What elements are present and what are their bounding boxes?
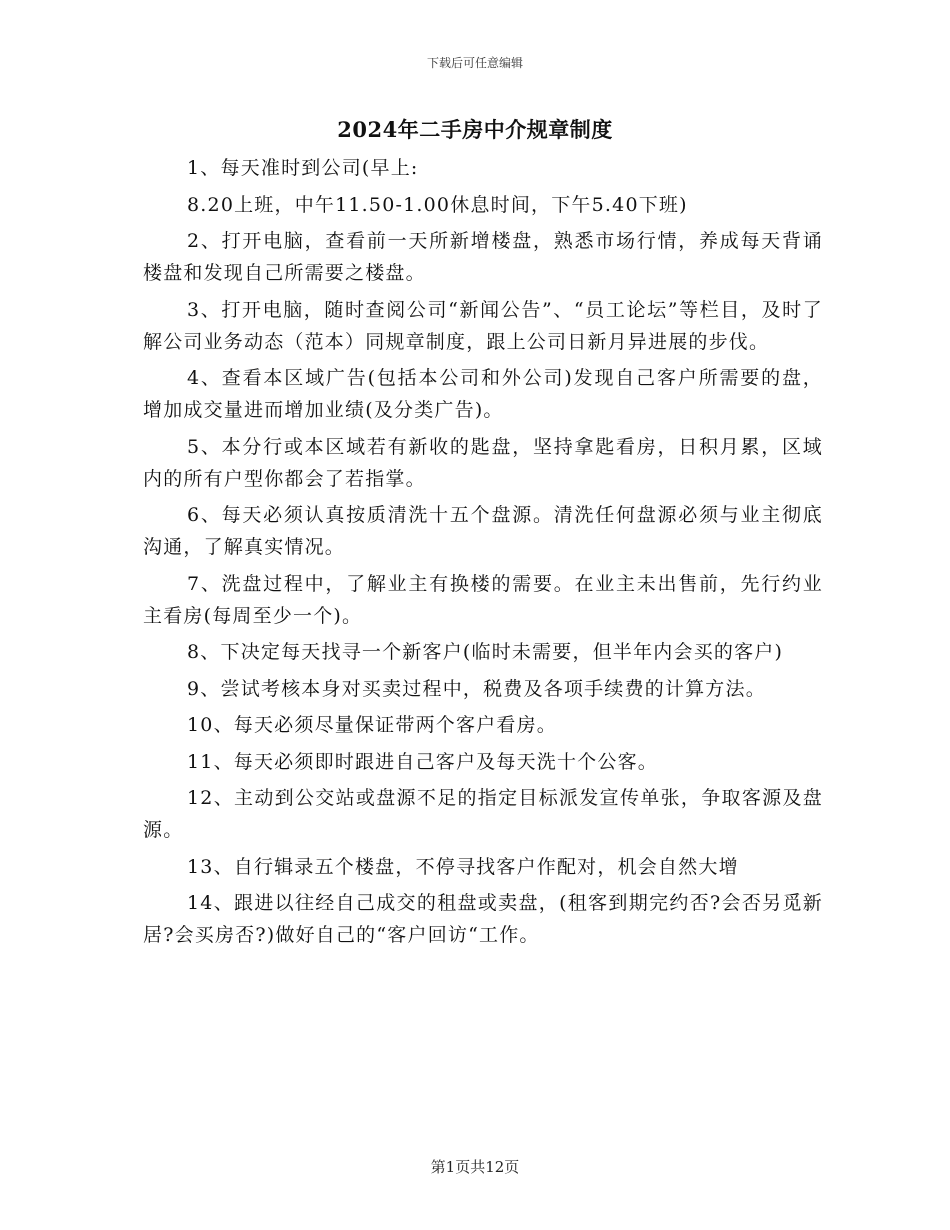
paragraph-2: 2、打开电脑，查看前一天所新增楼盘，熟悉市场行情，养成每天背诵楼盘和发现自己所需要之楼盘。 — [143, 230, 823, 284]
paragraph-3: 3、打开电脑，随时查阅公司“新闻公告”、“员工论坛”等栏目，及时了解公司业务动态（范本）同规章制度，跟上公司日新月异进展的步伐。 — [143, 298, 823, 353]
document-body — [143, 152, 823, 956]
paragraph-10: 10、每天必须尽量保证带两个客户看房。 — [187, 714, 557, 736]
paragraph-6: 6、每天必须认真按质清洗十五个盘源。清洗任何盘源必须与业主彻底沟通，了解真实情况。 — [143, 504, 823, 558]
document-title: 2024年二手房中介规章制度 — [337, 117, 613, 142]
paragraph-11: 11、每天必须即时跟进自己客户及每天洗十个公客。 — [187, 750, 658, 773]
header-note: 下载后可任意编辑 — [426, 56, 523, 70]
paragraph-14: 14、跟进以往经自己成交的租盘或卖盘，(租客到期完约否?会否另觅新居?会买房否?)做好自己的“客户回访“工作。 — [143, 892, 823, 946]
paragraph-1-continued: 8.20上班，中午11.50-1.00休息时间，下午5.40下班) — [187, 193, 688, 216]
paragraph-9: 9、尝试考核本身对买卖过程中，税费及各项手续费的计算方法。 — [187, 677, 766, 700]
paragraph-1: 1、每天准时到公司(早上: — [187, 157, 419, 179]
paragraph-4: 4、查看本区域广告(包括本公司和外公司)发现自己客户所需要的盘，增加成交量进而增加业绩(及分类广告)。 — [143, 367, 823, 421]
paragraph-8: 8、下决定每天找寻一个新客户(临时未需要，但半年内会买的客户) — [187, 641, 784, 663]
paragraph-12: 12、主动到公交站或盘源不足的指定目标派发宣传单张，争取客源及盘源。 — [143, 787, 823, 841]
paragraph-13: 13、自行辑录五个楼盘，不停寻找客户作配对，机会自然大增 — [187, 855, 739, 878]
paragraph-5: 5、本分行或本区域若有新收的匙盘，坚持拿匙看房，日积月累，区域内的所有户型你都会了若指掌。 — [143, 435, 823, 490]
paragraph-7: 7、洗盘过程中，了解业主有换楼的需要。在业主未出售前，先行约业主看房(每周至少一个)。 — [143, 572, 823, 627]
page-footer: 第1页共12页 — [430, 1158, 520, 1176]
